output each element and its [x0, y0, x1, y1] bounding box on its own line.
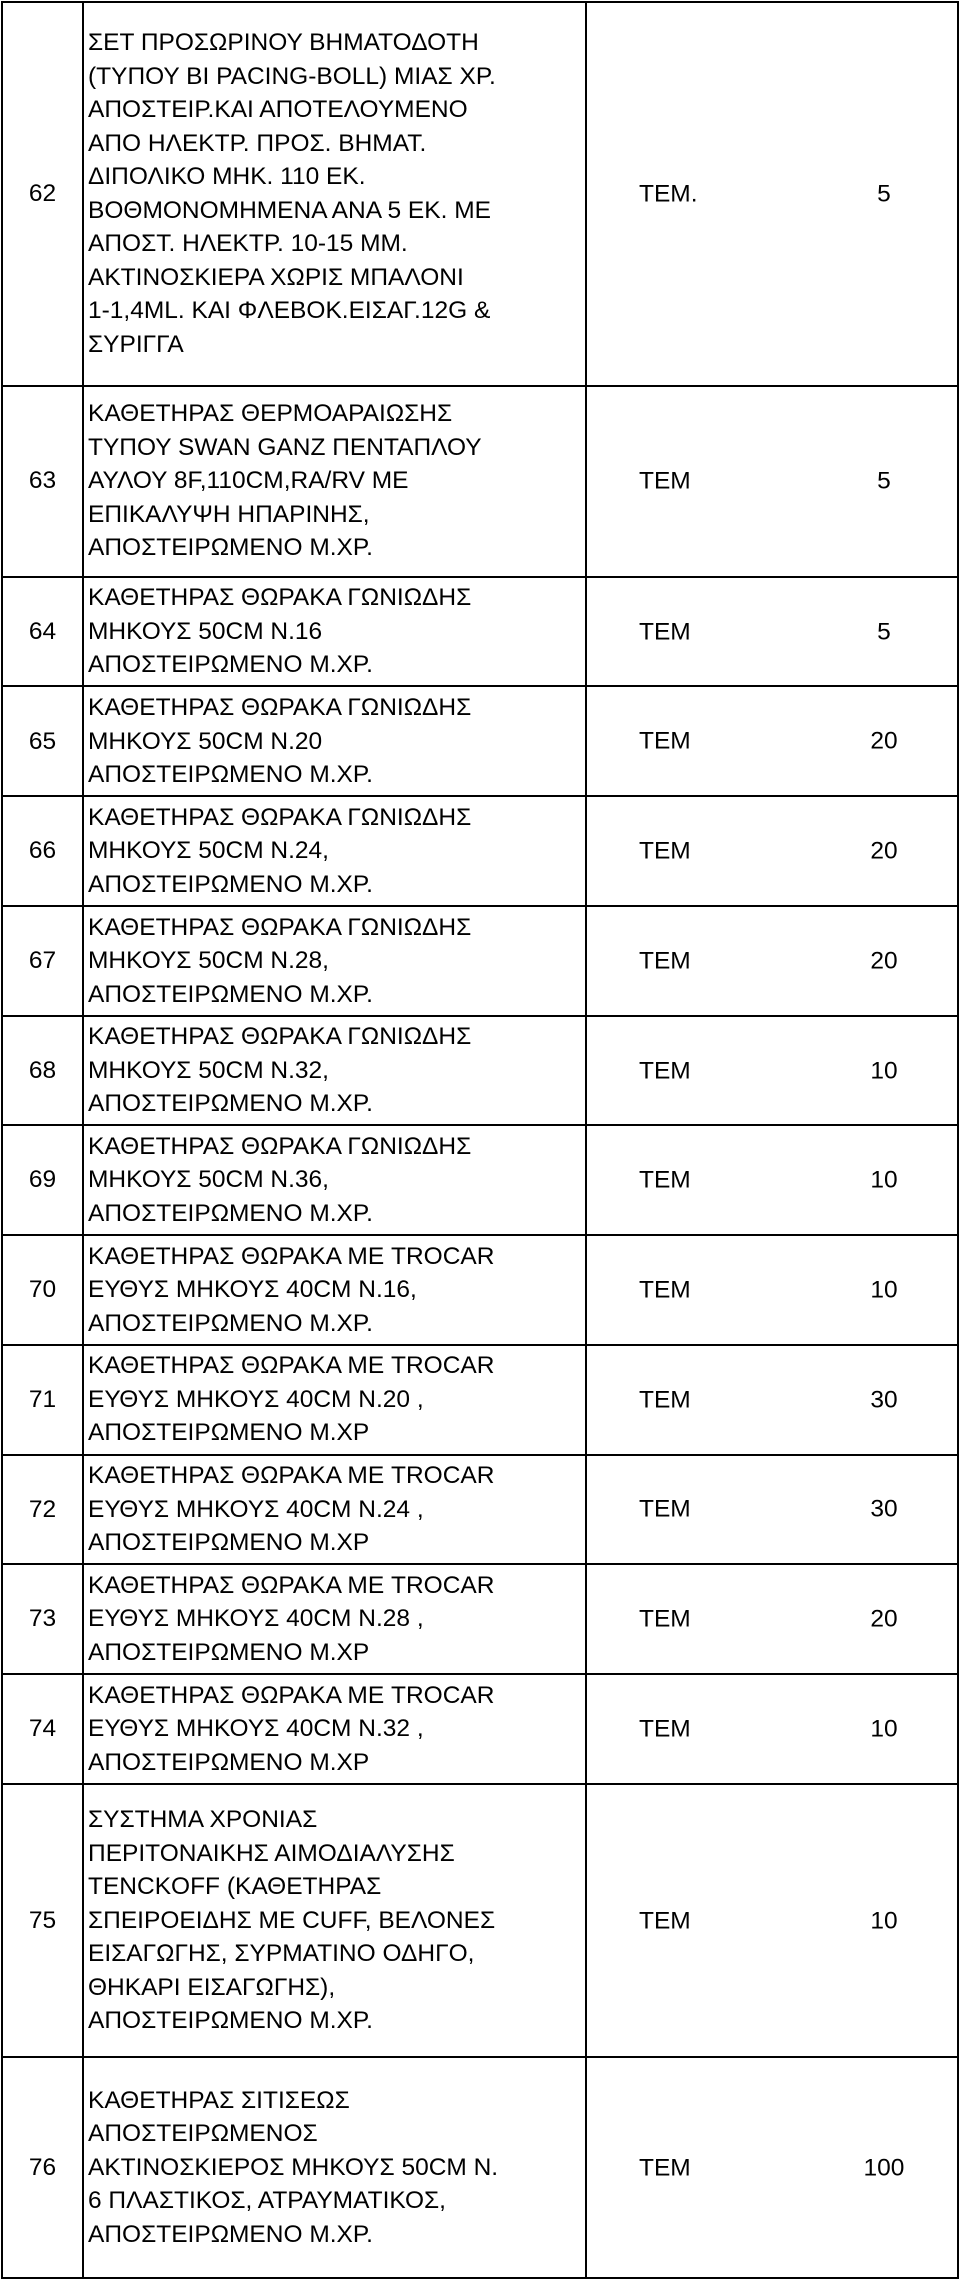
item-description-text: ΚΑΘΕΤΗΡΑΣ ΘΩΡΑΚΑ ΜΕ TROCAR ΕΥΘΥΣ ΜΗΚΟΥΣ 40CM N.16, ΑΠΟΣΤΕΙΡΩΜΕΝΟ Μ.ΧΡ.	[88, 1242, 495, 1337]
item-quantity: 100	[863, 2153, 905, 2181]
item-number: 76	[2, 2057, 83, 2278]
item-quantity: 10	[870, 1715, 898, 1743]
item-number: 72	[2, 1455, 83, 1565]
item-description-text: ΚΑΘΕΤΗΡΑΣ ΘΩΡΑΚΑ ΓΩΝΙΩΔΗΣ ΜΗΚΟΥΣ 50CM N.28, ΑΠΟΣΤΕΙΡΩΜΕΝΟ Μ.ΧΡ.	[88, 913, 472, 1008]
item-number: 71	[2, 1345, 83, 1455]
item-unit-qty-cell	[586, 796, 958, 906]
item-unit: ΤΕΜ	[639, 617, 691, 645]
item-description	[83, 686, 586, 796]
item-number: 67	[2, 906, 83, 1016]
table-row	[2, 796, 958, 906]
item-description-text: ΚΑΘΕΤΗΡΑΣ ΘΩΡΑΚΑ ΜΕ TROCAR ΕΥΘΥΣ ΜΗΚΟΥΣ 40CM N.24 , ΑΠΟΣΤΕΙΡΩΜΕΝΟ Μ.ΧΡ	[88, 1462, 495, 1557]
table-row	[2, 686, 958, 796]
table-row	[2, 1016, 958, 1126]
item-unit-qty-cell	[586, 2057, 958, 2278]
item-unit: ΤΕΜ.	[639, 180, 698, 207]
item-number: 75	[2, 1784, 83, 2058]
item-unit-qty-cell	[586, 906, 958, 1016]
item-unit: ΤΕΜ	[639, 727, 691, 755]
item-quantity: 20	[870, 947, 898, 975]
item-description	[83, 1345, 586, 1455]
item-description-text: ΚΑΘΕΤΗΡΑΣ ΘΩΡΑΚΑ ΓΩΝΙΩΔΗΣ ΜΗΚΟΥΣ 50CM N.36, ΑΠΟΣΤΕΙΡΩΜΕΝΟ Μ.ΧΡ.	[88, 1132, 472, 1227]
item-unit-qty-cell	[586, 1784, 958, 2058]
item-quantity: 5	[877, 467, 891, 495]
item-description-text: ΚΑΘΕΤΗΡΑΣ ΘΩΡΑΚΑ ΓΩΝΙΩΔΗΣ ΜΗΚΟΥΣ 50CM N.16 ΑΠΟΣΤΕΙΡΩΜΕΝΟ Μ.ΧΡ.	[88, 584, 472, 679]
item-number: 64	[2, 577, 83, 687]
item-unit-qty-cell	[586, 1345, 958, 1455]
item-description	[83, 2, 586, 386]
table-row	[2, 1784, 958, 2058]
item-unit: ΤΕΜ	[639, 1906, 691, 1934]
item-quantity: 30	[870, 1385, 898, 1413]
item-quantity: 5	[877, 180, 891, 207]
item-description-text: ΣΥΣΤΗΜΑ ΧΡΟΝΙΑΣ ΠΕΡΙΤΟΝΑΙΚΗΣ ΑΙΜΟΔΙΑΛΥΣΗΣ TENCKOFF (ΚΑΘΕΤΗΡΑΣ ΣΠΕΙΡΟΕΙΔΗΣ ΜΕ CUFF, ΒΕΛΟΝΕΣ ΕΙΣΑΓΩΓΗΣ, ΣΥΡΜΑΤΙΝΟ ΟΔΗΓΟ, ΘΗΚΑΡΙ ΕΙΣΑΓΩΓΗΣ), ΑΠΟΣΤΕΙΡΩΜΕΝΟ Μ.ΧΡ.	[88, 1806, 496, 2035]
item-number: 62	[2, 2, 83, 386]
item-description	[83, 386, 586, 577]
table-row	[2, 577, 958, 687]
item-number: 65	[2, 686, 83, 796]
item-unit-qty-cell	[586, 1235, 958, 1345]
table-row	[2, 1125, 958, 1235]
item-quantity: 20	[870, 1605, 898, 1633]
item-unit-qty-cell	[586, 686, 958, 796]
item-unit-qty-cell	[586, 1564, 958, 1674]
item-description	[83, 1235, 586, 1345]
item-unit-qty-cell	[586, 1455, 958, 1565]
item-unit: ΤΕΜ	[639, 1056, 691, 1084]
item-description	[83, 796, 586, 906]
item-unit-qty-cell	[586, 1674, 958, 1784]
item-description-text: ΚΑΘΕΤΗΡΑΣ ΘΩΡΑΚΑ ΓΩΝΙΩΔΗΣ ΜΗΚΟΥΣ 50CM N.32, ΑΠΟΣΤΕΙΡΩΜΕΝΟ Μ.ΧΡ.	[88, 1023, 472, 1118]
item-unit: ΤΕΜ	[639, 1715, 691, 1743]
table-row	[2, 1455, 958, 1565]
item-description	[83, 1784, 586, 2058]
item-number: 69	[2, 1125, 83, 1235]
item-unit-qty-cell	[586, 577, 958, 687]
item-number: 63	[2, 386, 83, 577]
item-description-text: ΚΑΘΕΤΗΡΑΣ ΘΩΡΑΚΑ ΜΕ TROCAR ΕΥΘΥΣ ΜΗΚΟΥΣ 40CM N.28 , ΑΠΟΣΤΕΙΡΩΜΕΝΟ Μ.ΧΡ	[88, 1571, 495, 1666]
item-description	[83, 2057, 586, 2278]
item-unit: ΤΕΜ	[639, 1166, 691, 1194]
item-description-text: ΚΑΘΕΤΗΡΑΣ ΣΙΤΙΣΕΩΣ ΑΠΟΣΤΕΙΡΩΜΕΝΟΣ ΑΚΤΙΝΟΣΚΙΕΡΟΣ ΜΗΚΟΥΣ 50CM N. 6 ΠΛΑΣΤΙΚΟΣ, ΑΤΡΑΥΜΑΤΙΚΟΣ, ΑΠΟΣΤΕΙΡΩΜΕΝΟ Μ.ΧΡ.	[88, 2086, 499, 2248]
item-unit-qty-cell	[586, 386, 958, 577]
item-unit: ΤΕΜ	[639, 1495, 691, 1523]
item-unit: ΤΕΜ	[639, 1605, 691, 1633]
item-quantity: 10	[870, 1166, 898, 1194]
table-row	[2, 2057, 958, 2278]
item-description-text: ΚΑΘΕΤΗΡΑΣ ΘΩΡΑΚΑ ΓΩΝΙΩΔΗΣ ΜΗΚΟΥΣ 50CM N.20 ΑΠΟΣΤΕΙΡΩΜΕΝΟ Μ.ΧΡ.	[88, 694, 472, 789]
item-unit: ΤΕΜ	[639, 467, 691, 495]
item-description	[83, 1564, 586, 1674]
item-description	[83, 906, 586, 1016]
item-unit-qty-cell	[586, 1125, 958, 1235]
item-unit: ΤΕΜ	[639, 947, 691, 975]
item-quantity: 10	[870, 1276, 898, 1304]
item-description	[83, 1455, 586, 1565]
item-description-text: ΚΑΘΕΤΗΡΑΣ ΘΩΡΑΚΑ ΓΩΝΙΩΔΗΣ ΜΗΚΟΥΣ 50CM N.24, ΑΠΟΣΤΕΙΡΩΜΕΝΟ Μ.ΧΡ.	[88, 803, 472, 898]
item-quantity: 5	[877, 617, 891, 645]
item-description-text: ΚΑΘΕΤΗΡΑΣ ΘΩΡΑΚΑ ΜΕ TROCAR ΕΥΘΥΣ ΜΗΚΟΥΣ 40CM N.20 , ΑΠΟΣΤΕΙΡΩΜΕΝΟ Μ.ΧΡ	[88, 1352, 495, 1447]
item-unit: ΤΕΜ	[639, 837, 691, 865]
item-number: 73	[2, 1564, 83, 1674]
table-row	[2, 1345, 958, 1455]
item-unit: ΤΕΜ	[639, 2153, 691, 2181]
item-description	[83, 577, 586, 687]
item-unit: ΤΕΜ	[639, 1385, 691, 1413]
item-quantity: 20	[870, 727, 898, 755]
item-description	[83, 1125, 586, 1235]
item-description-text: ΚΑΘΕΤΗΡΑΣ ΘΕΡΜΟΑΡΑΙΩΣΗΣ ΤΥΠΟΥ SWAN GANZ ΠΕΝΤΑΠΛΟΥ ΑΥΛΟΥ 8F,110CM,RA/RV ME ΕΠΙΚΑΛΥΨΗ ΗΠΑΡΙΝΗΣ, ΑΠΟΣΤΕΙΡΩΜΕΝΟ Μ.ΧΡ.	[88, 400, 482, 562]
item-quantity: 30	[870, 1495, 898, 1523]
item-number: 66	[2, 796, 83, 906]
table-row	[2, 906, 958, 1016]
item-quantity: 20	[870, 837, 898, 865]
table-row	[2, 1235, 958, 1345]
table-row	[2, 1564, 958, 1674]
item-description	[83, 1674, 586, 1784]
items-table	[1, 1, 959, 2279]
table-row	[2, 2, 958, 386]
table-row	[2, 1674, 958, 1784]
item-number: 74	[2, 1674, 83, 1784]
item-quantity: 10	[870, 1056, 898, 1084]
item-number: 70	[2, 1235, 83, 1345]
item-number: 68	[2, 1016, 83, 1126]
item-description-text: ΣΕΤ ΠΡΟΣΩΡΙΝΟΥ ΒΗΜΑΤΟΔΟΤΗ (ΤΥΠΟΥ BI PACING-BOLL) ΜΙΑΣ ΧΡ. ΑΠΟΣΤΕΙΡ.ΚΑΙ ΑΠΟΤΕΛΟΥΜΕΝΟ ΑΠΟ ΗΛΕΚΤΡ. ΠΡΟΣ. ΒΗΜΑΤ. ΔΙΠΟΛΙΚΟ ΜΗΚ. 110 ΕΚ. ΒΟΘΜΟΝΟΜΗΜΕΝΑ ΑΝΑ 5 ΕΚ. ΜΕ ΑΠΟΣΤ. ΗΛΕΚΤΡ. 10-15 ΜΜ. ΑΚΤΙΝΟΣΚΙΕΡΑ ΧΩΡΙΣ ΜΠΑΛΟΝΙ 1-1,4ML. ΚΑΙ ΦΛΕΒΟΚ.ΕΙΣΑΓ.12G & ΣΥΡΙΓΓΑ	[88, 29, 496, 358]
item-quantity: 10	[870, 1906, 898, 1934]
item-unit-qty-cell	[586, 1016, 958, 1126]
item-unit: ΤΕΜ	[639, 1276, 691, 1304]
item-description	[83, 1016, 586, 1126]
item-unit-qty-cell	[586, 2, 958, 386]
table-row	[2, 386, 958, 577]
item-description-text: ΚΑΘΕΤΗΡΑΣ ΘΩΡΑΚΑ ΜΕ TROCAR ΕΥΘΥΣ ΜΗΚΟΥΣ 40CM N.32 , ΑΠΟΣΤΕΙΡΩΜΕΝΟ Μ.ΧΡ	[88, 1681, 495, 1776]
